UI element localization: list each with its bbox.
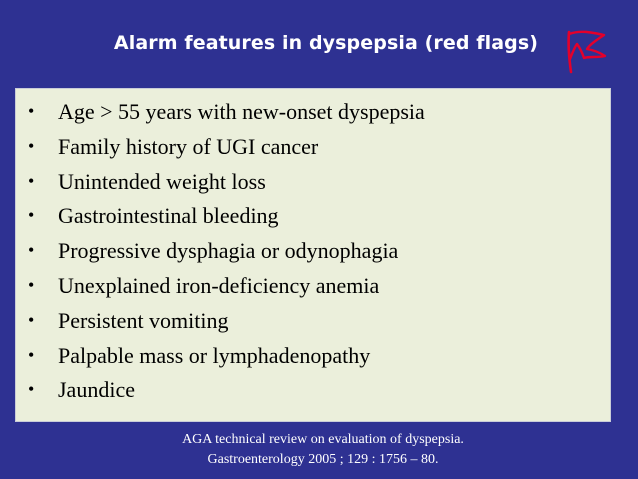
list-item-text: Unintended weight loss bbox=[58, 168, 266, 194]
bullet-mark: • bbox=[28, 309, 35, 330]
list-item bbox=[28, 273, 425, 308]
list-item bbox=[28, 99, 425, 134]
bullet-mark: • bbox=[28, 205, 35, 226]
list-item-text: Age > 55 years with new-onset dyspepsia bbox=[58, 99, 425, 124]
list-item bbox=[28, 238, 425, 273]
list-item-text: Jaundice bbox=[58, 377, 135, 403]
list-item bbox=[28, 134, 425, 169]
list-item-text: Family history of UGI cancer bbox=[58, 133, 319, 159]
slide-title: Alarm features in dyspepsia (red flags) bbox=[113, 32, 539, 54]
bullet-mark: • bbox=[28, 135, 35, 156]
list-item bbox=[28, 308, 425, 343]
bullet-mark: • bbox=[28, 344, 35, 365]
bullet-mark: • bbox=[28, 379, 35, 400]
bullet-mark: • bbox=[28, 170, 35, 191]
list-item-text: Persistent vomiting bbox=[58, 307, 229, 333]
list-item-text: Unexplained iron-deficiency anemia bbox=[58, 272, 380, 298]
list-item bbox=[28, 343, 425, 378]
bullet-mark: • bbox=[28, 240, 35, 261]
citation-line-1: AGA technical review on evaluation of dyspepsia. bbox=[182, 432, 464, 447]
list-item-text: Progressive dysphagia or odynophagia bbox=[58, 238, 399, 264]
list-item bbox=[28, 377, 425, 412]
content-box bbox=[15, 88, 611, 422]
red-flag-icon bbox=[560, 22, 610, 76]
bullet-mark: • bbox=[28, 101, 35, 121]
list-item-text: Palpable mass or lymphadenopathy bbox=[58, 342, 371, 368]
list-item bbox=[28, 203, 425, 238]
list-item-text: Gastrointestinal bleeding bbox=[58, 203, 279, 229]
bullet-list bbox=[28, 99, 425, 412]
bullet-mark: • bbox=[28, 274, 35, 295]
citation bbox=[0, 430, 638, 470]
list-item bbox=[28, 169, 425, 204]
citation-line-2: Gastroenterology 2005 ; 129 : 1756 – 80. bbox=[207, 452, 439, 467]
